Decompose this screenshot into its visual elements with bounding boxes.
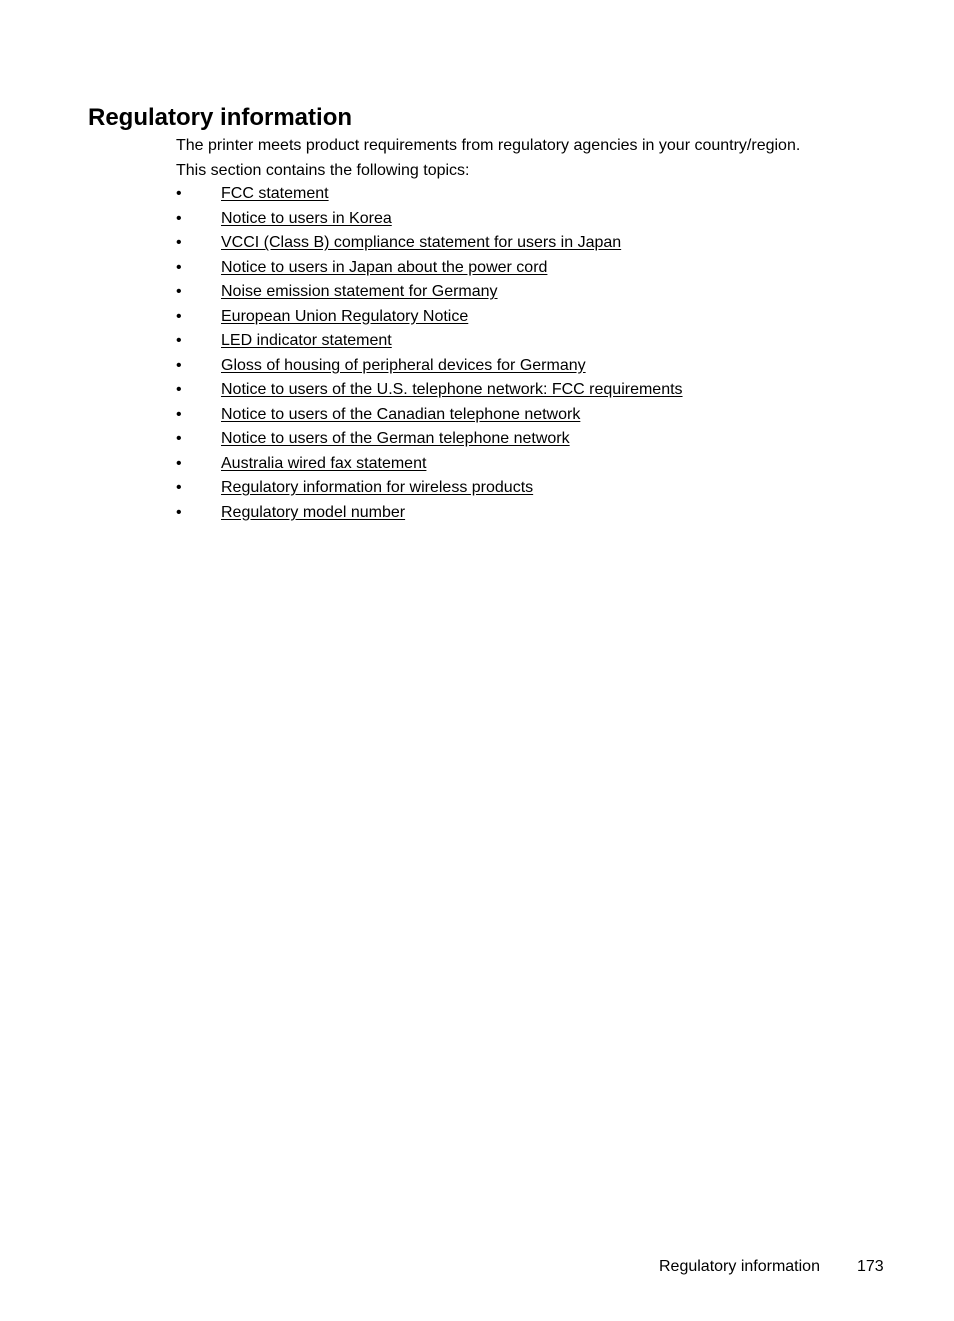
topic-link[interactable]: FCC statement (221, 185, 329, 202)
intro-paragraph: The printer meets product requirements from regulatory agencies in your country/region. (176, 137, 801, 154)
bullet-icon: • (176, 454, 182, 472)
topic-link[interactable]: LED indicator statement (221, 332, 392, 349)
topic-link[interactable]: Australia wired fax statement (221, 454, 427, 472)
footer-section-title: Regulatory information (659, 1258, 820, 1275)
bullet-icon: • (176, 479, 182, 496)
bullet-icon: • (176, 430, 182, 447)
topic-link[interactable]: VCCI (Class B) compliance statement for users in Japan (221, 234, 622, 251)
bullet-icon: • (176, 234, 182, 251)
topic-link[interactable]: Notice to users in Japan about the power cord (221, 258, 548, 276)
bullet-icon: • (176, 332, 182, 349)
topic-link[interactable]: Regulatory information for wireless products (221, 479, 534, 496)
bullet-icon: • (176, 283, 182, 300)
topic-link[interactable]: Notice to users of the U.S. telephone network: FCC requirements (221, 381, 683, 398)
page-number: 173 (857, 1258, 884, 1275)
bullet-icon: • (176, 258, 182, 276)
bullet-icon: • (176, 356, 182, 374)
bullet-icon: • (176, 307, 182, 325)
bullet-icon: • (176, 503, 182, 521)
topic-link[interactable]: Noise emission statement for Germany (221, 283, 498, 300)
topic-link[interactable]: Notice to users of the Canadian telephone network (221, 405, 581, 423)
topic-link[interactable]: Notice to users of the German telephone network (221, 430, 570, 447)
bullet-icon: • (176, 381, 182, 398)
topic-link[interactable]: Gloss of housing of peripheral devices for Germany (221, 356, 586, 374)
bullet-icon: • (176, 405, 182, 423)
bullet-icon: • (176, 209, 182, 227)
topic-link[interactable]: Notice to users in Korea (221, 209, 392, 227)
page-title: Regulatory information (88, 104, 353, 131)
topic-link[interactable]: Regulatory model number (221, 503, 406, 521)
bullet-icon: • (176, 185, 182, 202)
topic-link[interactable]: European Union Regulatory Notice (221, 307, 469, 325)
topics-intro: This section contains the following topics: (176, 162, 470, 179)
